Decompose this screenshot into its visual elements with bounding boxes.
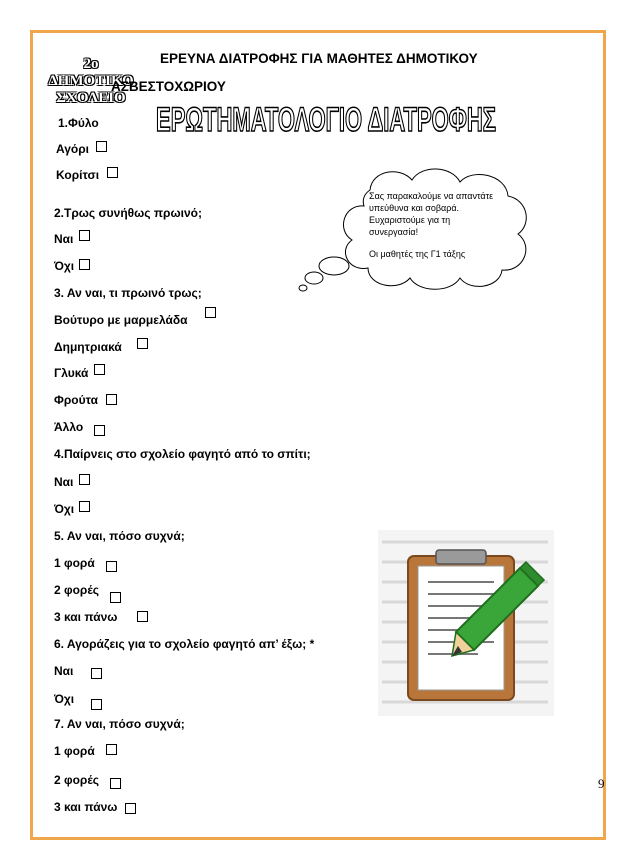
q3-option-3-label: Γλυκά (54, 366, 89, 380)
q3-option-1-checkbox[interactable] (205, 307, 216, 318)
q3-option-1-label: Βούτυρο με μαρμελάδα (54, 313, 188, 327)
q3-option-5-label: Άλλο (54, 420, 84, 434)
q7-option-3-label: 3 και πάνω (54, 800, 118, 814)
q3-option-3-checkbox[interactable] (94, 364, 105, 375)
q2-option-2-checkbox[interactable] (79, 259, 90, 270)
question-2: 2.Τρως συνήθως πρωινό; (54, 206, 202, 220)
q5-option-2-checkbox[interactable] (110, 592, 121, 603)
q5-option-2-label: 2 φορές (54, 583, 99, 597)
q1-option-2-checkbox[interactable] (107, 167, 118, 178)
q5-option-3-checkbox[interactable] (137, 611, 148, 622)
q1-option-1-checkbox[interactable] (96, 141, 107, 152)
q4-option-1-checkbox[interactable] (79, 474, 90, 485)
q5-option-1-checkbox[interactable] (106, 561, 117, 572)
q3-option-2-checkbox[interactable] (137, 338, 148, 349)
q3-option-4-checkbox[interactable] (106, 394, 117, 405)
cloud-message: Σας παρακαλούμε να απαντάτε υπεύθυνα και σοβαρά. Ευχαριστούμε για τη συνεργασία! (369, 191, 494, 237)
q2-option-1-checkbox[interactable] (79, 230, 90, 241)
question-1: 1.Φύλο (58, 116, 99, 130)
questionnaire-title (152, 93, 500, 139)
question-4: 4.Παίρνεις στο σχολείο φαγητό από το σπίτι; (54, 447, 311, 461)
q6-option-1-label: Ναι (54, 664, 74, 678)
q3-option-2-label: Δημητριακά (54, 340, 122, 354)
q5-option-3-label: 3 και πάνω (54, 610, 118, 624)
q5-option-1-label: 1 φορά (54, 556, 95, 570)
question-7: 7. Αν ναι, πόσο συχνά; (54, 717, 185, 731)
q6-option-2-label: Όχι (54, 692, 75, 706)
question-5: 5. Αν ναι, πόσο συχνά; (54, 529, 185, 543)
q7-option-2-label: 2 φορές (54, 773, 99, 787)
question-6: 6. Αγοράζεις για το σχολείο φαγητό απ’ έξω; * (54, 637, 315, 651)
q2-option-2-label: Όχι (54, 259, 75, 273)
q7-option-3-checkbox[interactable] (125, 803, 136, 814)
q7-option-2-checkbox[interactable] (110, 778, 121, 789)
q1-option-1-label: Αγόρι (56, 142, 89, 156)
questionnaire-title-text: ΕΡΩΤΗΜΑΤΟΛΟΓΙΟ ΔΙΑΤΡΟΦΗΣ (156, 101, 496, 139)
school-line-1: 2ο ΔΗΜΟΤΙΚΟ (48, 56, 134, 89)
q7-option-1-label: 1 φορά (54, 744, 95, 758)
q2-option-1-label: Ναι (54, 232, 74, 246)
clipboard-pencil-icon (378, 530, 554, 716)
survey-title: ΕΡΕΥΝΑ ΔΙΑΤΡΟΦΗΣ ΓΙΑ ΜΑΘΗΤΕΣ ΔΗΜΟΤΙΚΟΥ (160, 51, 478, 66)
q4-option-1-label: Ναι (54, 475, 74, 489)
question-3: 3. Αν ναι, τι πρωινό τρως; (54, 286, 202, 300)
q3-option-4-label: Φρούτα (54, 393, 98, 407)
q3-option-5-checkbox[interactable] (94, 425, 105, 436)
q7-option-1-checkbox[interactable] (106, 744, 117, 755)
q6-option-1-checkbox[interactable] (91, 668, 102, 679)
village-name: ΑΣΒΕΣΤΟΧΩΡΙΟΥ (111, 79, 226, 94)
q4-option-2-checkbox[interactable] (79, 501, 90, 512)
q1-option-2-label: Κορίτσι (56, 168, 100, 182)
page-number: 9 (598, 776, 605, 791)
q6-option-2-checkbox[interactable] (91, 699, 102, 710)
cloud-signature: Οι μαθητές της Γ1 τάξης (369, 249, 466, 259)
q4-option-2-label: Όχι (54, 502, 75, 516)
school-line-2: ΣΧΟΛΕΙΟ (56, 90, 126, 106)
